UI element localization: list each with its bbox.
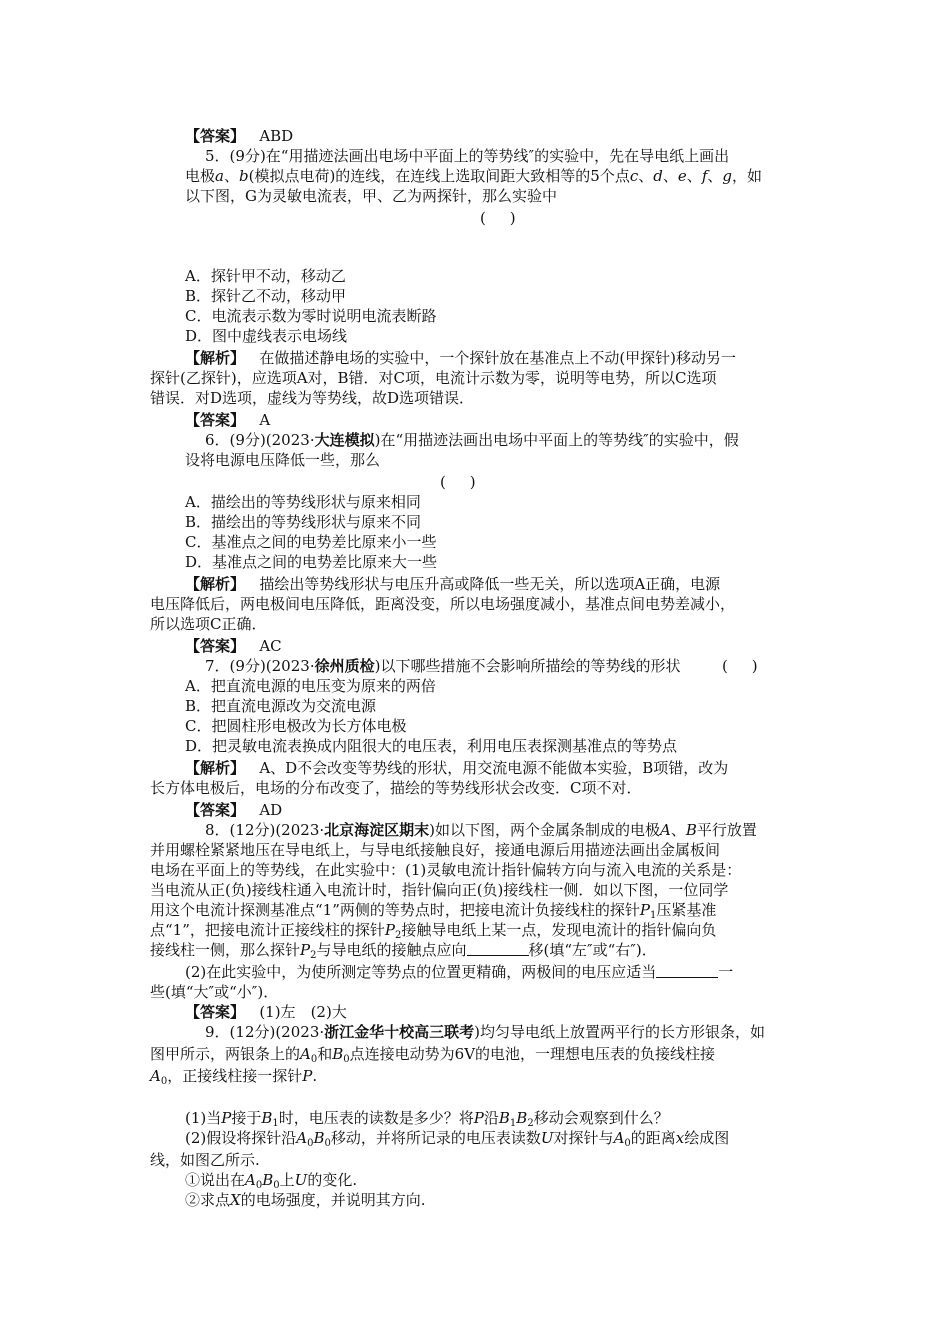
q6-stem-line-1 [205, 430, 739, 450]
text: 并用螺栓紧紧地压在导电纸上，与导电纸接触良好，接通电源后用描迹法画出金属板间 [150, 841, 721, 859]
q7-option-b [185, 696, 376, 716]
text: 7．(9分)(2023· [205, 657, 315, 675]
subscript: 0 [624, 1138, 631, 1149]
text: 和 [317, 1045, 333, 1063]
q9-question-2 [185, 1128, 729, 1154]
text: 电压降低后，两电极间电压降低，距离没变，所以电场强度减小，基准点间电势差减小， [150, 595, 736, 613]
text: ，如 [732, 167, 763, 185]
subscript: 0 [310, 1054, 318, 1065]
var: A [245, 1171, 256, 1189]
var: P [300, 941, 311, 959]
subscript: 2 [527, 1118, 534, 1129]
text: 、 [670, 821, 686, 839]
q5-stem-line-3 [185, 186, 557, 206]
text: 探针(乙探针)，应选项A对，B错．对C项，电流计示数为零，说明等电势，所以C选项 [150, 369, 717, 387]
q5-stem-line-1 [205, 146, 729, 166]
text: 接线柱一侧，那么探针 [150, 941, 301, 959]
q5-stem-line-2 [185, 166, 762, 186]
text: 接触导电纸上某一点，发现电流计的指针偏向负 [401, 921, 717, 939]
text: B．探针乙不动，移动甲 [185, 287, 347, 305]
text: 、 [662, 167, 678, 185]
text: ，正接线柱接一探针 [167, 1067, 303, 1085]
subscript: 0 [273, 1180, 280, 1191]
q4-answer-line [185, 126, 293, 146]
text: 接于 [231, 1109, 262, 1127]
var: g [722, 167, 732, 185]
q6-answer-paren [440, 472, 476, 492]
text: ②求点 [185, 1191, 231, 1209]
text: 时，电压表的读数是多少？将 [278, 1109, 474, 1127]
text: )以下哪些措施不会影响所描绘的等势线的形状 [374, 657, 681, 675]
subscript: 1 [272, 1118, 279, 1129]
q5-answer-paren [480, 208, 516, 228]
answer-label: 【答案】 [185, 127, 246, 145]
q5-analysis-line-2 [150, 368, 717, 388]
text: A、D不会改变等势线的形状，用交流电源不能做本实验，B项错，改为 [259, 759, 729, 777]
text: B．描绘出的等势线形状与原来不同 [185, 513, 422, 531]
q7-analysis-line-2 [150, 778, 641, 798]
answer-label: 【答案】 [185, 637, 246, 655]
text: ( ) [440, 473, 476, 491]
text: 电场在平面上的等势线，在此实验中：(1)灵敏电流计指针偏转方向与流入电流的关系是： [150, 861, 742, 879]
text: 的电场强度，并说明其方向. [240, 1191, 426, 1209]
text: 点连接电动势为6V的电池，一理想电压表的负接线柱接 [349, 1045, 716, 1063]
text: (2)在此实验中，为使所测定等势点的位置更精确，两极间的电压应适当 [185, 963, 657, 981]
answer-value: A [259, 411, 271, 429]
fill-blank-1[interactable] [467, 941, 529, 956]
text: 点“1”，把接电流计正接线柱的探针 [150, 921, 385, 939]
q7-option-d [185, 736, 677, 756]
q6-analysis-line-1 [185, 574, 720, 594]
q5-answer-line [185, 410, 270, 430]
var: U [294, 1171, 308, 1189]
source: 浙江金华十校高三联考 [324, 1023, 475, 1041]
var: A [300, 1045, 311, 1063]
var: f [701, 167, 708, 185]
text: 6．(9分)(2023· [205, 431, 315, 449]
text: ( ) [480, 209, 516, 227]
answer-value: ABD [259, 127, 294, 145]
q8-stem-line-3 [150, 860, 741, 880]
var: B [498, 1109, 510, 1127]
text: )在“用描迹法画出电场中平面上的等势线″的实验中，假 [374, 431, 739, 449]
var: U [540, 1129, 554, 1147]
q6-option-d [185, 552, 437, 572]
q8-stem-line-4 [150, 880, 728, 900]
var: P [221, 1109, 232, 1127]
text: 当电流从正(负)接线柱通入电流计时，指针偏向正(负)接线柱一侧．如以下图，一位同学 [150, 881, 729, 899]
text: 9．(12分)(2023· [205, 1023, 325, 1041]
source: 徐州质检 [314, 657, 375, 675]
text: 8．(12分)(2023· [205, 821, 325, 839]
q9-stem-line-3 [150, 1066, 317, 1092]
var: A [660, 821, 671, 839]
text: A．把直流电源的电压变为原来的两倍 [185, 677, 436, 695]
analysis-label: 【解析】 [185, 349, 246, 367]
var: d [653, 167, 663, 185]
text: A．描绘出的等势线形状与原来相同 [185, 493, 421, 511]
var: B [313, 1129, 325, 1147]
var: X [230, 1191, 241, 1209]
q5-analysis-line-1 [185, 348, 736, 368]
var: A [150, 1067, 161, 1085]
q7-answer-line [185, 800, 282, 820]
q6-analysis-line-2 [150, 594, 735, 614]
analysis-label: 【解析】 [185, 575, 246, 593]
text: 平行放置 [696, 821, 757, 839]
text: 移(填“左″或“右″)． [528, 941, 657, 959]
var: P [473, 1109, 484, 1127]
q8-stem-line-9 [150, 982, 278, 1002]
fill-blank-2[interactable] [656, 963, 718, 978]
q7-answer-paren [722, 656, 758, 676]
subscript: 2 [310, 950, 317, 961]
text: D．把灵敏电流表换成内阻很大的电压表，利用电压表探测基准点的等势点 [185, 737, 678, 755]
var: B [685, 821, 697, 839]
q6-stem-line-2 [185, 450, 380, 470]
var: c [629, 167, 639, 185]
text: 描绘出等势线形状与电压升高或降低一些无关，所以选项A正确，电源 [259, 575, 721, 593]
q6-analysis-line-3 [150, 614, 266, 634]
text: A．探针甲不动，移动乙 [185, 267, 346, 285]
q8-stem-line-1 [205, 820, 757, 840]
text: 移动，并将所记录的电压表读数 [330, 1129, 541, 1147]
answer-label: 【答案】 [185, 1003, 246, 1021]
q9-question-2-cont [150, 1150, 260, 1170]
var: P [384, 921, 395, 939]
var: P [302, 1067, 313, 1085]
subscript: 0 [255, 1180, 263, 1191]
text: (2)假设将探针沿 [185, 1129, 297, 1147]
q5-option-b [185, 286, 346, 306]
subscript: 0 [307, 1138, 314, 1149]
var: x [675, 1129, 685, 1147]
var: e [677, 167, 687, 185]
text: 、 [707, 167, 723, 185]
var: A [296, 1129, 308, 1147]
text: 用这个电流计探测基准点“1”两侧的等势点时，把接电流计负接线柱的探针 [150, 901, 640, 919]
text: 长方体电极后，电场的分布改变了，描绘的等势线形状会改变．C项不对． [150, 779, 642, 797]
text: 、 [223, 167, 239, 185]
q5-analysis-line-3 [150, 388, 474, 408]
text: 图甲所示，两银条上的 [150, 1045, 301, 1063]
subscript: 0 [343, 1054, 350, 1065]
text: B．把直流电源改为交流电源 [185, 697, 377, 715]
text: D．基准点之间的电势差比原来大一些 [185, 553, 438, 571]
text: 设将电源电压降低一些，那么 [185, 451, 381, 469]
answer-value: (1)左 (2)大 [259, 1003, 347, 1021]
source: 大连模拟 [314, 431, 375, 449]
var: B [516, 1109, 528, 1127]
var: b [238, 167, 249, 185]
q9-sub-2 [185, 1190, 425, 1210]
text: . [312, 1067, 318, 1085]
var: B [332, 1045, 344, 1063]
text: 所以选项C正确． [150, 615, 267, 633]
q6-option-b [185, 512, 421, 532]
answer-value: AC [259, 637, 282, 655]
text: D．图中虚线表示电场线 [185, 327, 348, 345]
text: 绘成图 [684, 1129, 730, 1147]
text: 在做描述静电场的实验中，一个探针放在基准点上不动(甲探针)移动另一 [259, 349, 737, 367]
text: 线，如图乙所示. [150, 1151, 260, 1169]
text: C．把圆柱形电极改为长方体电极 [185, 717, 407, 735]
subscript: 2 [394, 930, 402, 941]
q7-option-c [185, 716, 406, 736]
source: 北京海淀区期末 [324, 821, 430, 839]
text: 沿 [483, 1109, 499, 1127]
text: 的距离 [630, 1129, 676, 1147]
text: 上 [279, 1171, 295, 1189]
q6-option-a [185, 492, 421, 512]
text: 移动会观察到什么？ [533, 1109, 669, 1127]
text: 的变化. [307, 1171, 358, 1189]
text: 错误．对D选项，虚线为等势线，故D选项错误． [150, 389, 475, 407]
var: B [262, 1171, 274, 1189]
q8-stem-line-2 [150, 840, 720, 860]
q9-stem-line-1 [205, 1022, 765, 1042]
var: P [639, 901, 650, 919]
text: (模拟点电荷)的连线，在连线上选取间距大致相等的5个点 [248, 167, 630, 185]
var: A [613, 1129, 625, 1147]
text: 以下图，G为灵敏电流表，甲、乙为两探针，那么实验中 [185, 187, 557, 205]
text: ( ) [722, 657, 758, 675]
answer-label: 【答案】 [185, 411, 246, 429]
text: 一 [718, 963, 734, 981]
q7-option-a [185, 676, 436, 696]
var: a [215, 167, 224, 185]
q6-answer-line [185, 636, 282, 656]
q7-analysis-line-1 [185, 758, 728, 778]
text: )均匀导电纸上放置两平行的长方形银条，如 [474, 1023, 766, 1041]
q8-answer-line [185, 1002, 347, 1022]
text: (1)当 [185, 1109, 222, 1127]
text: C．基准点之间的电势差比原来小一些 [185, 533, 437, 551]
text: 5．(9分)在“用描迹法画出电场中平面上的等势线″的实验中，先在导电纸上画出 [205, 147, 730, 165]
text: 对探针与 [553, 1129, 614, 1147]
analysis-label: 【解析】 [185, 759, 246, 777]
text: 、 [686, 167, 702, 185]
subscript: 0 [324, 1138, 331, 1149]
q7-stem-line-1 [205, 656, 680, 676]
text: 压紧基准 [656, 901, 717, 919]
q8-stem-line-8 [185, 962, 733, 982]
answer-label: 【答案】 [185, 801, 246, 819]
subscript: 0 [160, 1076, 168, 1087]
text: C．电流表示数为零时说明电流表断路 [185, 307, 437, 325]
text: 与导电纸的接触点应向 [316, 941, 467, 959]
q5-option-a [185, 266, 346, 286]
text: )如以下图，两个金属条制成的电极 [429, 821, 661, 839]
text: 电极 [185, 167, 216, 185]
text: ①说出在 [185, 1171, 246, 1189]
answer-value: AD [259, 801, 283, 819]
q5-option-d [185, 326, 347, 346]
subscript: 1 [649, 910, 657, 921]
text: 、 [638, 167, 654, 185]
q6-option-c [185, 532, 436, 552]
q5-option-c [185, 306, 436, 326]
text: 些(填“大″或“小″)． [150, 983, 279, 1001]
subscript: 1 [509, 1118, 517, 1129]
var: B [261, 1109, 273, 1127]
